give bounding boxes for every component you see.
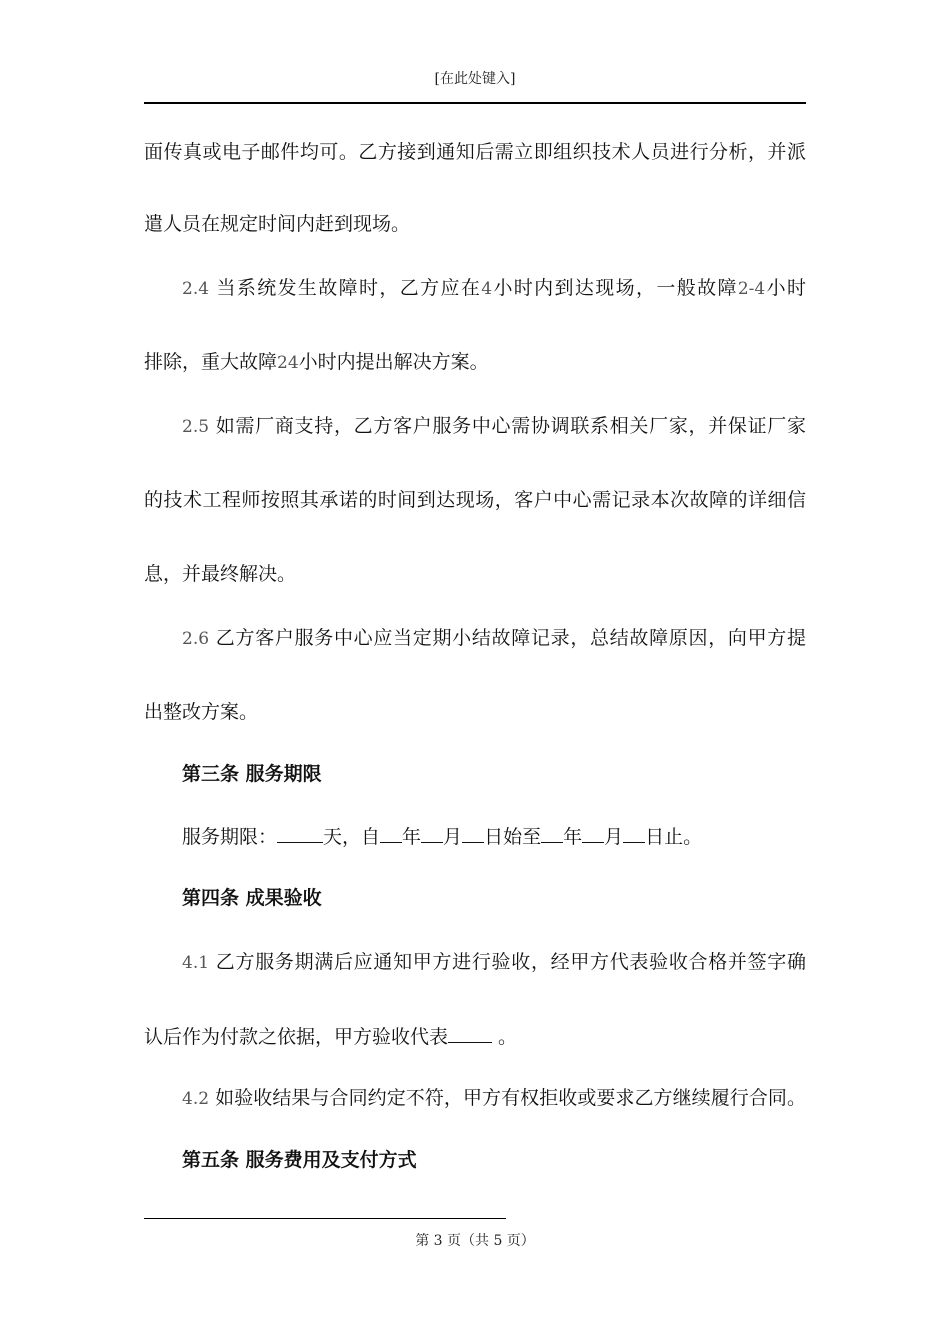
clause-2-4-line2 [144, 350, 806, 375]
service-period-label: 服务期限： [182, 826, 278, 848]
clause-2-5-line2: 的技术工程师按照其承诺的时间到达现场，客户中心需记录本次故障的详细信 [144, 489, 806, 511]
clause-text: 月 [443, 826, 463, 848]
clause-2-5-line3: 息，并最终解决。 [144, 563, 297, 585]
clause-text: 月 [604, 826, 624, 848]
number: 4 [481, 279, 493, 299]
clause-text: 如需厂商支持，乙方客户服务中心需协调联系相关厂家，并保证厂家 [215, 415, 806, 437]
article-3-title: 第三条 服务期限 [182, 763, 322, 785]
start-day-blank [462, 824, 484, 843]
clause-number: 2.5 [182, 417, 210, 437]
clause-2-6-line1 [182, 626, 806, 651]
clause-text: 乙方服务期满后应通知甲方进行验收，经甲方代表验收合格并签字确 [215, 951, 806, 973]
clause-number: 2.6 [182, 629, 210, 649]
clause-text: 乙方客户服务中心应当定期小结故障记录，总结故障原因，向甲方提 [215, 627, 806, 649]
clause-text: 年 [563, 826, 583, 848]
clause-4-1-line1 [182, 950, 806, 975]
clause-2-5-line1 [182, 414, 806, 439]
acceptance-rep-blank [448, 1024, 492, 1043]
clause-2-4-line1 [182, 276, 806, 301]
number: 2-4 [737, 279, 766, 299]
footer-rule [144, 1218, 506, 1219]
clause-text: 如验收结果与合同约定不符，甲方有权拒收或要求乙方继续履行合同。 [215, 1087, 806, 1109]
clause-text: 当系统发生故障时，乙方应在 [216, 277, 482, 299]
clause-number: 4.1 [182, 953, 210, 973]
end-month-blank [582, 824, 604, 843]
header-rule [144, 102, 806, 104]
clause-text: 天，自 [323, 826, 381, 848]
clause-text: 。 [492, 1026, 518, 1048]
days-blank [277, 824, 323, 843]
clause-text: 年 [402, 826, 422, 848]
clause-text: 小时内提出解决方案。 [298, 351, 489, 373]
number: 24 [277, 353, 299, 373]
page-footer: 第 3 页（共 5 页） [415, 1233, 535, 1249]
clause-text: 日始至 [484, 826, 542, 848]
start-month-blank [421, 824, 443, 843]
clause-text: 认后作为付款之依据，甲方验收代表 [144, 1026, 449, 1048]
end-day-blank [623, 824, 645, 843]
paragraph-line: 遣人员在规定时间内赶到现场。 [144, 213, 411, 235]
page-header: [在此处键入] [434, 71, 516, 87]
start-year-blank [380, 824, 402, 843]
clause-number: 4.2 [182, 1089, 210, 1109]
clause-text: 日止。 [645, 826, 703, 848]
paragraph-line: 面传真或电子邮件均可。乙方接到通知后需立即组织技术人员进行分析，并派 [144, 141, 806, 163]
clause-2-6-line2: 出整改方案。 [144, 701, 259, 723]
clause-number: 2.4 [182, 279, 210, 299]
article-4-title: 第四条 成果验收 [182, 887, 322, 909]
clause-text: 小时 [765, 277, 806, 299]
clause-text: 排除，重大故障 [144, 351, 278, 373]
article-5-title: 第五条 服务费用及支付方式 [182, 1149, 417, 1171]
end-year-blank [541, 824, 563, 843]
service-period-line [182, 824, 806, 849]
clause-4-1-line2 [144, 1024, 806, 1049]
clause-4-2-line [182, 1086, 806, 1111]
clause-text: 小时内到达现场，一般故障 [492, 277, 738, 299]
